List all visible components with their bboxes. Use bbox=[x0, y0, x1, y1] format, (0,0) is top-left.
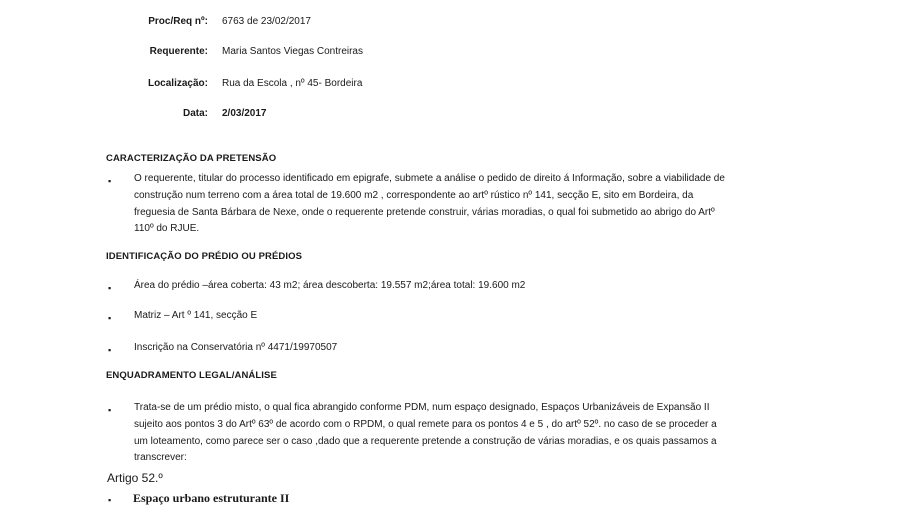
meta-label-requerente: Requerente: bbox=[149, 46, 208, 57]
list-item: Inscrição na Conservatória nº 4471/19970507 bbox=[134, 342, 338, 353]
meta-value-data: 2/03/2017 bbox=[222, 108, 267, 119]
paragraph-line: transcrever: bbox=[134, 452, 187, 463]
meta-value-proc: 6763 de 23/02/2017 bbox=[222, 16, 311, 27]
paragraph-line: construção num terreno com a área total de 19.600 m2 , correspondente ao artº rústico nº 141, secção E, sito em Bordeira, da bbox=[134, 190, 694, 201]
paragraph-line: freguesia de Santa Bárbara de Nexe, onde o requerente pretende construir, várias moradias, o qual foi submetido ao abrigo do Artº bbox=[134, 207, 715, 218]
paragraph-line: O requerente, titular do processo identificado em epigrafe, submete a análise o pedido de direito á Informação, sobre a viabilidade de bbox=[134, 173, 725, 184]
paragraph-line: 110º do RJUE. bbox=[134, 223, 200, 234]
bullet-icon: ▪ bbox=[108, 283, 112, 293]
bullet-icon: ▪ bbox=[108, 345, 112, 355]
cropped-header-mark bbox=[212, 0, 352, 3]
list-item: Área do prédio –área coberta: 43 m2; área descoberta: 19.557 m2;área total: 19.600 m2 bbox=[134, 280, 526, 291]
meta-label-proc: Proc/Req nº: bbox=[148, 16, 208, 27]
bullet-icon: ▪ bbox=[108, 405, 112, 415]
artigo-title: Artigo 52.º bbox=[107, 471, 163, 485]
meta-value-localizacao: Rua da Escola , nº 45- Bordeira bbox=[222, 78, 363, 89]
paragraph-line: sujeito aos pontos 3 do Artº 63º de acordo com o RPDM, o qual remete para os pontos 4 e 5 , do artº 52º. no caso de se proceder a bbox=[134, 419, 717, 430]
section-heading-identificacao: IDENTIFICAÇÃO DO PRÉDIO OU PRÉDIOS bbox=[106, 251, 303, 262]
bullet-icon: ▪ bbox=[108, 313, 112, 323]
meta-label-localizacao: Localização: bbox=[147, 78, 208, 89]
meta-value-requerente: Maria Santos Viegas Contreiras bbox=[222, 46, 363, 57]
section-heading-caracterizacao: CARACTERIZAÇÃO DA PRETENSÃO bbox=[106, 153, 277, 164]
bullet-icon: ▪ bbox=[108, 495, 112, 505]
section-heading-enquadramento: ENQUADRAMENTO LEGAL/ANÁLISE bbox=[106, 370, 277, 381]
paragraph-line: um loteamento, como parece ser o caso ,dado que a requerente pretende a construção de várias moradias, e os quais passamos a bbox=[134, 436, 717, 447]
paragraph-line: Trata-se de um prédio misto, o qual fica abrangido conforme PDM, num espaço designado, Espaços Urbanizáveis de Expansão II bbox=[134, 402, 710, 413]
meta-label-data: Data: bbox=[182, 108, 208, 119]
bullet-icon: ▪ bbox=[108, 176, 112, 186]
list-item: Matriz – Art º 141, secção E bbox=[134, 310, 258, 321]
artigo-subtitle: Espaço urbano estruturante II bbox=[133, 491, 290, 505]
